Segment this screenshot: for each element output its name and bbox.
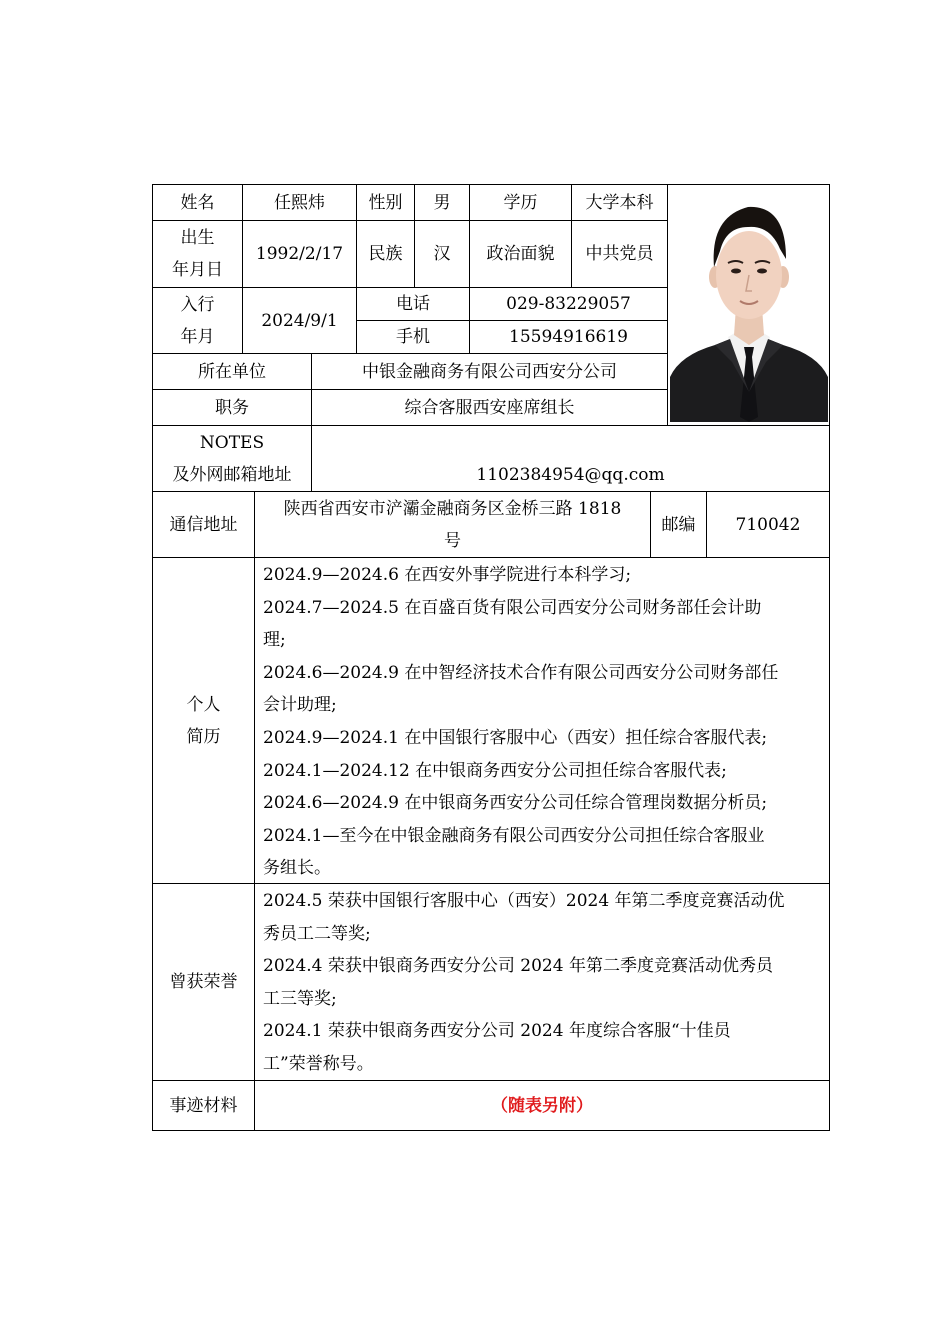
- join-label: [153, 288, 242, 353]
- address-line-1: 陕西省西安市浐灞金融商务区金桥三路 1818: [283, 498, 622, 519]
- birth-label-line1: 出生: [180, 228, 215, 248]
- table-border: [667, 184, 668, 425]
- resume-label-line1: 个人: [186, 694, 221, 715]
- birth-value: 1992/2/17: [255, 244, 344, 264]
- resume-line: 2024.6—2024.9 在中银商务西安分公司任综合管理岗数据分析员;: [263, 793, 768, 814]
- materials-label: 事迹材料: [169, 1095, 238, 1116]
- resume-line: 会计助理;: [263, 695, 337, 716]
- honors-line: 2024.4 荣获中银商务西安分公司 2024 年第二季度竞赛活动优秀员: [263, 956, 773, 977]
- unit-value: 中银金融商务有限公司西安分公司: [362, 361, 617, 382]
- phone-value: 029-83229057: [506, 294, 631, 314]
- resume-line: 2024.1—2024.12 在中银商务西安分公司担任综合客服代表;: [263, 760, 727, 781]
- political-label: 政治面貌: [486, 244, 555, 264]
- political-value: 中共党员: [585, 244, 654, 264]
- resume-line: 务组长。: [263, 858, 331, 879]
- resume-line: 2024.1—至今在中银金融商务有限公司西安分公司担任综合客服业: [263, 825, 765, 846]
- birth-label: [153, 221, 242, 287]
- resume-line: 2024.9—2024.1 在中国银行客服中心（西安）担任综合客服代表;: [263, 727, 768, 748]
- mobile-label: 手机: [396, 327, 430, 347]
- honors-line: 秀员工二等奖;: [263, 923, 371, 944]
- email-label-line2: 及外网邮箱地址: [172, 464, 292, 485]
- address-label: 通信地址: [169, 514, 238, 535]
- resume-line: 理;: [263, 630, 286, 651]
- gender-label: 性别: [368, 192, 403, 213]
- phone-label: 电话: [396, 294, 430, 314]
- postcode-label: 邮编: [661, 514, 696, 535]
- resume-label: [153, 558, 254, 883]
- honors-label: 曾获荣誉: [169, 972, 238, 992]
- ethnicity-label: 民族: [368, 244, 403, 264]
- ethnicity-value: 汉: [433, 244, 451, 264]
- table-border: [254, 491, 255, 1131]
- mobile-value: 15594916619: [509, 327, 628, 347]
- resume-line: 2024.7—2024.5 在百盛百货有限公司西安分公司财务部任会计助: [263, 597, 762, 618]
- join-value: 2024/9/1: [261, 310, 338, 331]
- resume-content: [263, 559, 827, 885]
- honors-line: 工”荣誉称号。: [263, 1053, 374, 1074]
- email-label: [153, 426, 311, 491]
- unit-label: 所在单位: [198, 361, 266, 382]
- honors-content: [263, 885, 827, 1081]
- postcode-value: 710042: [735, 514, 801, 535]
- address-line-2: 号: [443, 530, 461, 551]
- honors-line: 工三等奖;: [263, 988, 337, 1009]
- education-label: 学历: [503, 192, 538, 213]
- education-value: 大学本科: [585, 192, 654, 213]
- email-label-line1: NOTES: [199, 432, 265, 453]
- profile-photo: [670, 187, 828, 422]
- birth-label-line2: 年月日: [172, 260, 223, 280]
- join-label-line1: 入行: [180, 294, 215, 315]
- materials-value: （随表另附）: [491, 1095, 593, 1116]
- address-value: [255, 492, 650, 557]
- honors-line: 2024.1 荣获中银商务西安分公司 2024 年度综合客服“十佳员: [263, 1021, 731, 1042]
- join-label-line2: 年月: [180, 326, 215, 347]
- name-label: 姓名: [180, 192, 215, 213]
- resume-line: 2024.6—2024.9 在中智经济技术合作有限公司西安分公司财务部任: [263, 662, 779, 683]
- resume-line: 2024.9—2024.6 在西安外事学院进行本科学习;: [263, 565, 632, 585]
- gender-value: 男: [433, 192, 451, 213]
- name-value: 任熙炜: [274, 192, 325, 213]
- table-border: [829, 184, 830, 1131]
- honors-line: 2024.5 荣获中国银行客服中心（西安）2024 年第二季度竞赛活动优: [263, 891, 785, 911]
- resume-label-line2: 简历: [186, 726, 221, 747]
- position-value: 综合客服西安座席组长: [404, 397, 575, 418]
- email-value: 1102384954@qq.com: [476, 464, 665, 485]
- position-label: 职务: [215, 397, 249, 418]
